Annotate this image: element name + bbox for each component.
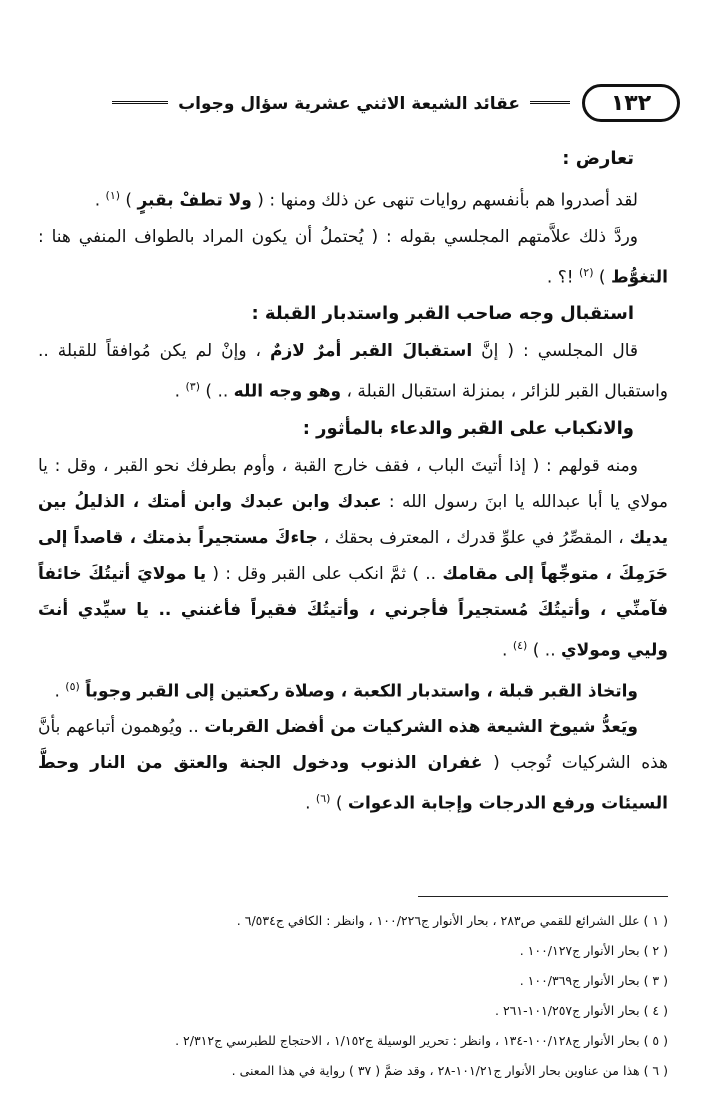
footnote-item: ( ٥ ) بحار الأنوار ج١٠٠/١٢٨-١٣٤ ، وانظر : تحرير الوسيلة ج١/١٥٢ ، الاحتجاج للطبرسي ج٢/٣١٢ . xyxy=(175,1033,668,1048)
page-body xyxy=(38,140,668,822)
paragraph: قال المجلسي : ( إنَّ استقبالَ القبر أمرٌ لازمٌ ، وإنْ لم يكن مُوافقاً للقبلة .. واستقبال القبر للزائر ، بمنزلة استقبال القبلة ، وهو وجه الله .. ) $^{(٣)}$ . xyxy=(38,341,668,402)
paragraph: وردَّ ذلك علاَّمتهم المجلسي بقوله : ( يُحتملُ أن يكون المراد بالطواف المنفي هنا : التغوُّط ) $^{(٢)}$ !؟ . xyxy=(38,226,668,288)
page-header xyxy=(40,84,680,124)
footnotes xyxy=(38,906,668,1086)
section-heading: والانكباب على القبر والدعاء بالمأثور : xyxy=(302,417,634,439)
header-rule-right xyxy=(530,101,570,107)
paragraph: ومنه قولهم : ( إذا أتيتَ الباب ، فقف خارج القبة ، وأوم بطرفك نحو القبر ، وقل : يا مولاي يا أبا عبدالله يا ابنَ رسول الله : عبدك وابن عبدك وابن أمتك ، الذليلُ بين يديك ، المقصِّرُ في علوِّ قدرك ، المعترف بحقك ، جاءكَ مستجيراً بذمتك ، قاصداً إلى حَرَمِكَ ، متوجِّهاً إلى مقامك .. ) ثمَّ انكب على القبر وقل : ( يا مولايَ أتيتُكَ خائفاً فآمنِّي ، وأتيتُكَ مُستجيراً فأجرني ، وأتيتُكَ فقيراً فأغنني .. يا سيِّدي أنتَ وليي ومولاي .. ) $^{(٤)}$ . xyxy=(38,455,668,661)
section-heading: استقبال وجه صاحب القبر واستدبار القبلة : xyxy=(251,303,634,325)
paragraph: لقد أصدروا هم بأنفسهم روايات تنهى عن ذلك ومنها : ( ولا تطفْ بقبرٍ ) $^{(١)}$ . xyxy=(94,189,638,211)
section-heading: تعارض : xyxy=(562,148,634,169)
footnote-ref: (٥) xyxy=(65,679,80,693)
footnote-item: ( ٤ ) بحار الأنوار ج١٠١/٢٥٧-٢٦١ . xyxy=(495,1003,668,1018)
paragraph: ويَعدُّ شيوخ الشيعة هذه الشركيات من أفضل القربات .. ويُوهمون أتباعهم بأنَّ هذه الشركيات تُوجب ( غفران الذنوب ودخول الجنة والعتق من النار وحطَّ السيئات ورفع الدرجات وإجابة الدعوات ) $^{(٦)}$ . xyxy=(38,717,668,814)
paragraph: واتخاذ القبر قبلة ، واستدبار الكعبة ، وصلاة ركعتين إلى القبر وجوباً $^{(٥)}$ . xyxy=(54,679,638,702)
footnote-ref: (١) xyxy=(105,189,121,202)
header-rule-left xyxy=(112,101,168,107)
running-header xyxy=(112,90,570,118)
footnote-divider xyxy=(418,896,668,897)
page-number: ١٣٢ xyxy=(582,84,680,122)
footnote-item: ( ٦ ) هذا من عناوين بحار الأنوار ج١٠١/٢١-٢٨ ، وقد ضمَّ ( ٣٧ ) رواية في هذا المعنى . xyxy=(231,1063,668,1078)
footnote-ref: (٤) xyxy=(512,638,528,652)
footnote-item: ( ١ ) علل الشرائع للقمي ص٢٨٣ ، بحار الأنوار ج١٠٠/٢٢٦ ، وانظر : الكافي ج٦/٥٣٤ . xyxy=(236,913,668,928)
footnote-ref: (٢) xyxy=(578,265,594,279)
running-header-title: عقائد الشيعة الاثني عشرية سؤال وجواب xyxy=(178,94,520,114)
footnote-ref: (٦) xyxy=(315,792,331,806)
footnote-item: ( ٣ ) بحار الأنوار ج١٠٠/٣٦٩ . xyxy=(519,973,668,988)
footnote-ref: (٣) xyxy=(185,380,200,394)
footnote-item: ( ٢ ) بحار الأنوار ج١٠٠/١٢٧ . xyxy=(519,943,668,958)
